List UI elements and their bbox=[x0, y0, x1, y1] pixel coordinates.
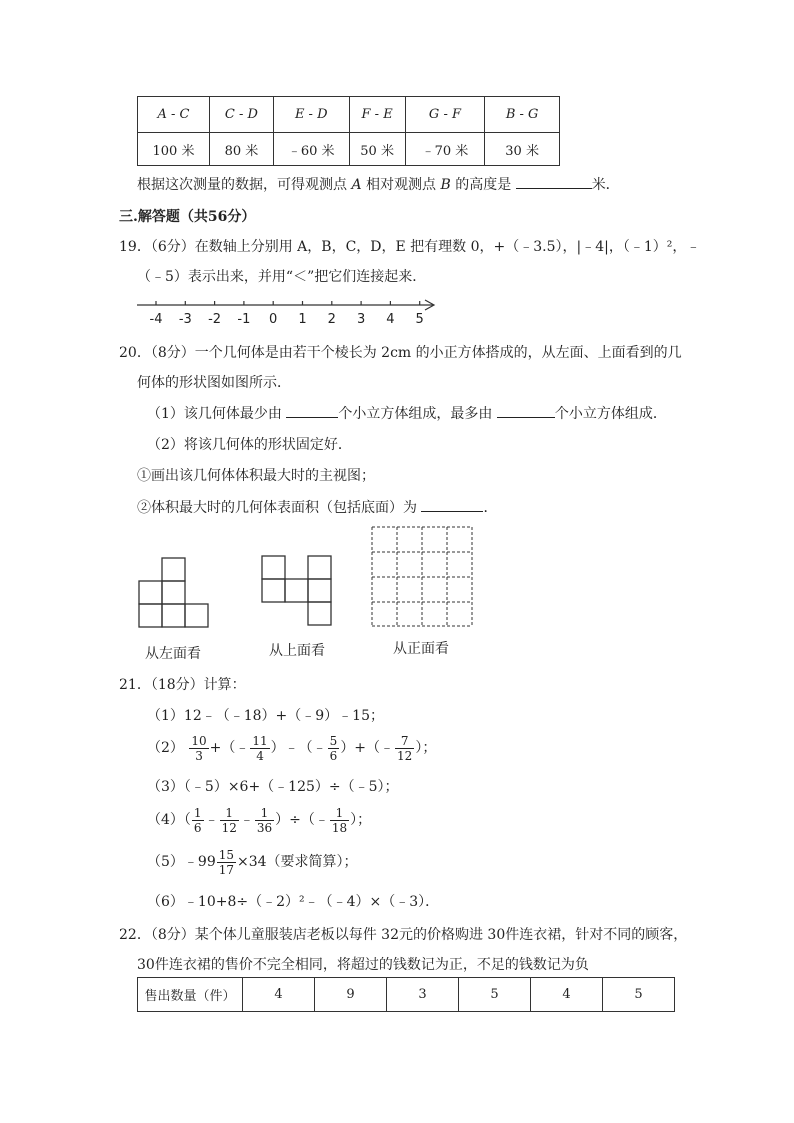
q21-part2 bbox=[147, 731, 436, 765]
table-cell: 5 bbox=[603, 978, 675, 1012]
measurement-table bbox=[137, 96, 560, 166]
q20-part1-text: 个小立方体组成，最多由 bbox=[338, 406, 493, 422]
denominator: 12 bbox=[397, 748, 413, 763]
fraction bbox=[250, 734, 269, 763]
q21-part5-text: （5）﹣99 bbox=[147, 854, 216, 870]
left-view-figure bbox=[138, 557, 210, 629]
fraction bbox=[330, 806, 349, 835]
tick-label: -4 bbox=[149, 312, 163, 327]
fraction bbox=[255, 806, 274, 835]
q21-part5-text: ×34（要求简算）； bbox=[237, 854, 358, 870]
fraction bbox=[192, 806, 204, 835]
q21-part-index: （2） bbox=[147, 740, 184, 756]
top-view-figure bbox=[261, 555, 333, 627]
table-header-cell: E - D bbox=[273, 97, 349, 133]
denominator: 36 bbox=[256, 820, 273, 835]
number-line bbox=[135, 295, 440, 330]
operator: ）÷（﹣ bbox=[275, 812, 329, 828]
q21-part6: （6）﹣10+8÷（﹣2）²﹣（﹣4）×（﹣3）． bbox=[147, 894, 440, 910]
point-b-label: B bbox=[440, 177, 451, 193]
table-cell: 5 bbox=[459, 978, 531, 1012]
q20-line1: 20．（8分）一个几何体是由若干个棱长为 2cm 的小正方体搭成的，从左面、上面看到的几 bbox=[119, 345, 682, 361]
table-header-cell: G - F bbox=[405, 97, 485, 133]
table-cell: 3 bbox=[387, 978, 459, 1012]
tick-label: 5 bbox=[415, 312, 424, 327]
fraction bbox=[220, 806, 239, 835]
operator: ）； bbox=[415, 740, 437, 756]
numerator: 1 bbox=[220, 806, 239, 821]
table-header-cell: 售出数量（件） bbox=[138, 978, 243, 1012]
tick-label: -1 bbox=[237, 312, 251, 327]
q21-part5 bbox=[147, 845, 358, 879]
numerator: 1 bbox=[193, 805, 202, 820]
tick-label: -2 bbox=[208, 312, 222, 327]
q20-sub2-text: ②体积最大时的几何体表面积（包括底面）为 bbox=[137, 500, 417, 516]
table-header-cell: B - G bbox=[485, 97, 560, 133]
q22-line2: 30件连衣裙的售价不完全相同，将超过的钱数记为正，不足的钱数记为负 bbox=[137, 957, 589, 973]
fraction bbox=[189, 734, 208, 763]
table-cell: 50 米 bbox=[349, 133, 405, 166]
operator: ）﹣（﹣ bbox=[270, 740, 327, 756]
operator: ﹣ bbox=[239, 812, 254, 828]
table-row bbox=[138, 978, 675, 1012]
denominator: 17 bbox=[218, 862, 235, 877]
q21-title: 21．（18分）计算： bbox=[119, 677, 246, 693]
q22-line1: 22．（8分）某个体儿童服装店老板以每件 32元的价格购进 30件连衣裙，针对不同的顾客， bbox=[119, 927, 688, 943]
q21-part1: （1）12﹣（﹣18）+（﹣9）﹣15； bbox=[147, 708, 384, 724]
q19-line1: 19．（6分）在数轴上分别用 A，B，C，D，E 把有理数 0，+（﹣3.5），|﹣4|，（﹣1）²，﹣ bbox=[119, 239, 701, 255]
answer-blank[interactable] bbox=[516, 174, 592, 189]
fraction bbox=[328, 734, 340, 763]
denominator: 12 bbox=[221, 820, 237, 835]
table-header-cell: C - D bbox=[209, 97, 273, 133]
numerator: 1 bbox=[255, 806, 274, 821]
tick-label: 4 bbox=[386, 312, 395, 327]
front-view-grid[interactable] bbox=[371, 526, 475, 628]
q20-line2: 何体的形状图如图所示． bbox=[137, 375, 291, 391]
table-row bbox=[138, 133, 560, 166]
sales-table bbox=[137, 977, 675, 1012]
q20-part1-text: 个小立方体组成． bbox=[554, 406, 667, 422]
table-header-cell: A - C bbox=[138, 97, 210, 133]
tick-label: 1 bbox=[298, 312, 307, 327]
q20-sub1: ①画出该几何体体积最大时的主视图； bbox=[137, 468, 375, 484]
q20-part1-text: （1）该几何体最少由 bbox=[147, 406, 282, 422]
table-cell: 80 米 bbox=[209, 133, 273, 166]
q19-line2: （﹣5）表示出来，并用“＜”把它们连接起来． bbox=[137, 269, 427, 285]
table-cell: ﹣60 米 bbox=[273, 133, 349, 166]
q21-part4 bbox=[147, 803, 371, 837]
tick-label: -3 bbox=[178, 312, 192, 327]
q20-part1 bbox=[147, 403, 667, 423]
label-top-view: 从上面看 bbox=[269, 643, 325, 659]
q20-sub2 bbox=[137, 497, 497, 517]
denominator: 3 bbox=[195, 748, 203, 763]
table-cell: 4 bbox=[531, 978, 603, 1012]
q18-conclusion bbox=[137, 174, 620, 194]
operator: ﹣ bbox=[204, 812, 219, 828]
table-cell: 4 bbox=[243, 978, 315, 1012]
q18-text: 相对观测点 bbox=[361, 177, 441, 193]
q20-sub2-text: ． bbox=[483, 500, 498, 516]
numerator: 1 bbox=[330, 806, 349, 821]
denominator: 6 bbox=[193, 820, 202, 835]
denominator: 4 bbox=[256, 748, 264, 763]
q21-part-index: （4）（ bbox=[147, 812, 191, 828]
denominator: 18 bbox=[331, 820, 348, 835]
q18-text: 根据这次测量的数据，可得观测点 bbox=[137, 177, 352, 193]
q20-part2: （2）将该几何体的形状固定好． bbox=[147, 437, 352, 453]
answer-blank-min[interactable] bbox=[286, 403, 338, 418]
fraction bbox=[395, 734, 414, 763]
q21-part3: （3）（﹣5）×6+（﹣125）÷（﹣5）； bbox=[147, 779, 399, 795]
operator: ）+（﹣ bbox=[340, 740, 395, 756]
numerator: 5 bbox=[329, 733, 338, 748]
tick-label: 2 bbox=[327, 312, 336, 327]
answer-blank-max[interactable] bbox=[497, 403, 555, 418]
numerator: 11 bbox=[252, 733, 268, 748]
numerator: 7 bbox=[395, 734, 414, 749]
section-heading: 三.解答题（共56分） bbox=[119, 209, 256, 225]
fraction bbox=[217, 848, 236, 877]
label-left-view: 从左面看 bbox=[145, 646, 201, 662]
table-cell: 30 米 bbox=[485, 133, 560, 166]
numerator: 10 bbox=[191, 733, 207, 748]
q18-unit: 米． bbox=[591, 177, 620, 193]
table-header-cell: F - E bbox=[349, 97, 405, 133]
table-cell: ﹣70 米 bbox=[405, 133, 485, 166]
tick-label: 0 bbox=[269, 312, 278, 327]
table-cell: 100 米 bbox=[138, 133, 210, 166]
label-front-view: 从正面看 bbox=[393, 641, 449, 657]
numerator: 15 bbox=[218, 847, 235, 862]
operator: +（﹣ bbox=[209, 740, 250, 756]
q18-text: 的高度是 bbox=[450, 177, 512, 193]
table-header-row bbox=[138, 97, 560, 133]
denominator: 6 bbox=[329, 748, 338, 763]
operator: ）； bbox=[350, 812, 372, 828]
table-cell: 9 bbox=[315, 978, 387, 1012]
answer-blank-area[interactable] bbox=[421, 497, 483, 512]
point-a-label: A bbox=[351, 177, 362, 193]
tick-label: 3 bbox=[356, 312, 366, 327]
